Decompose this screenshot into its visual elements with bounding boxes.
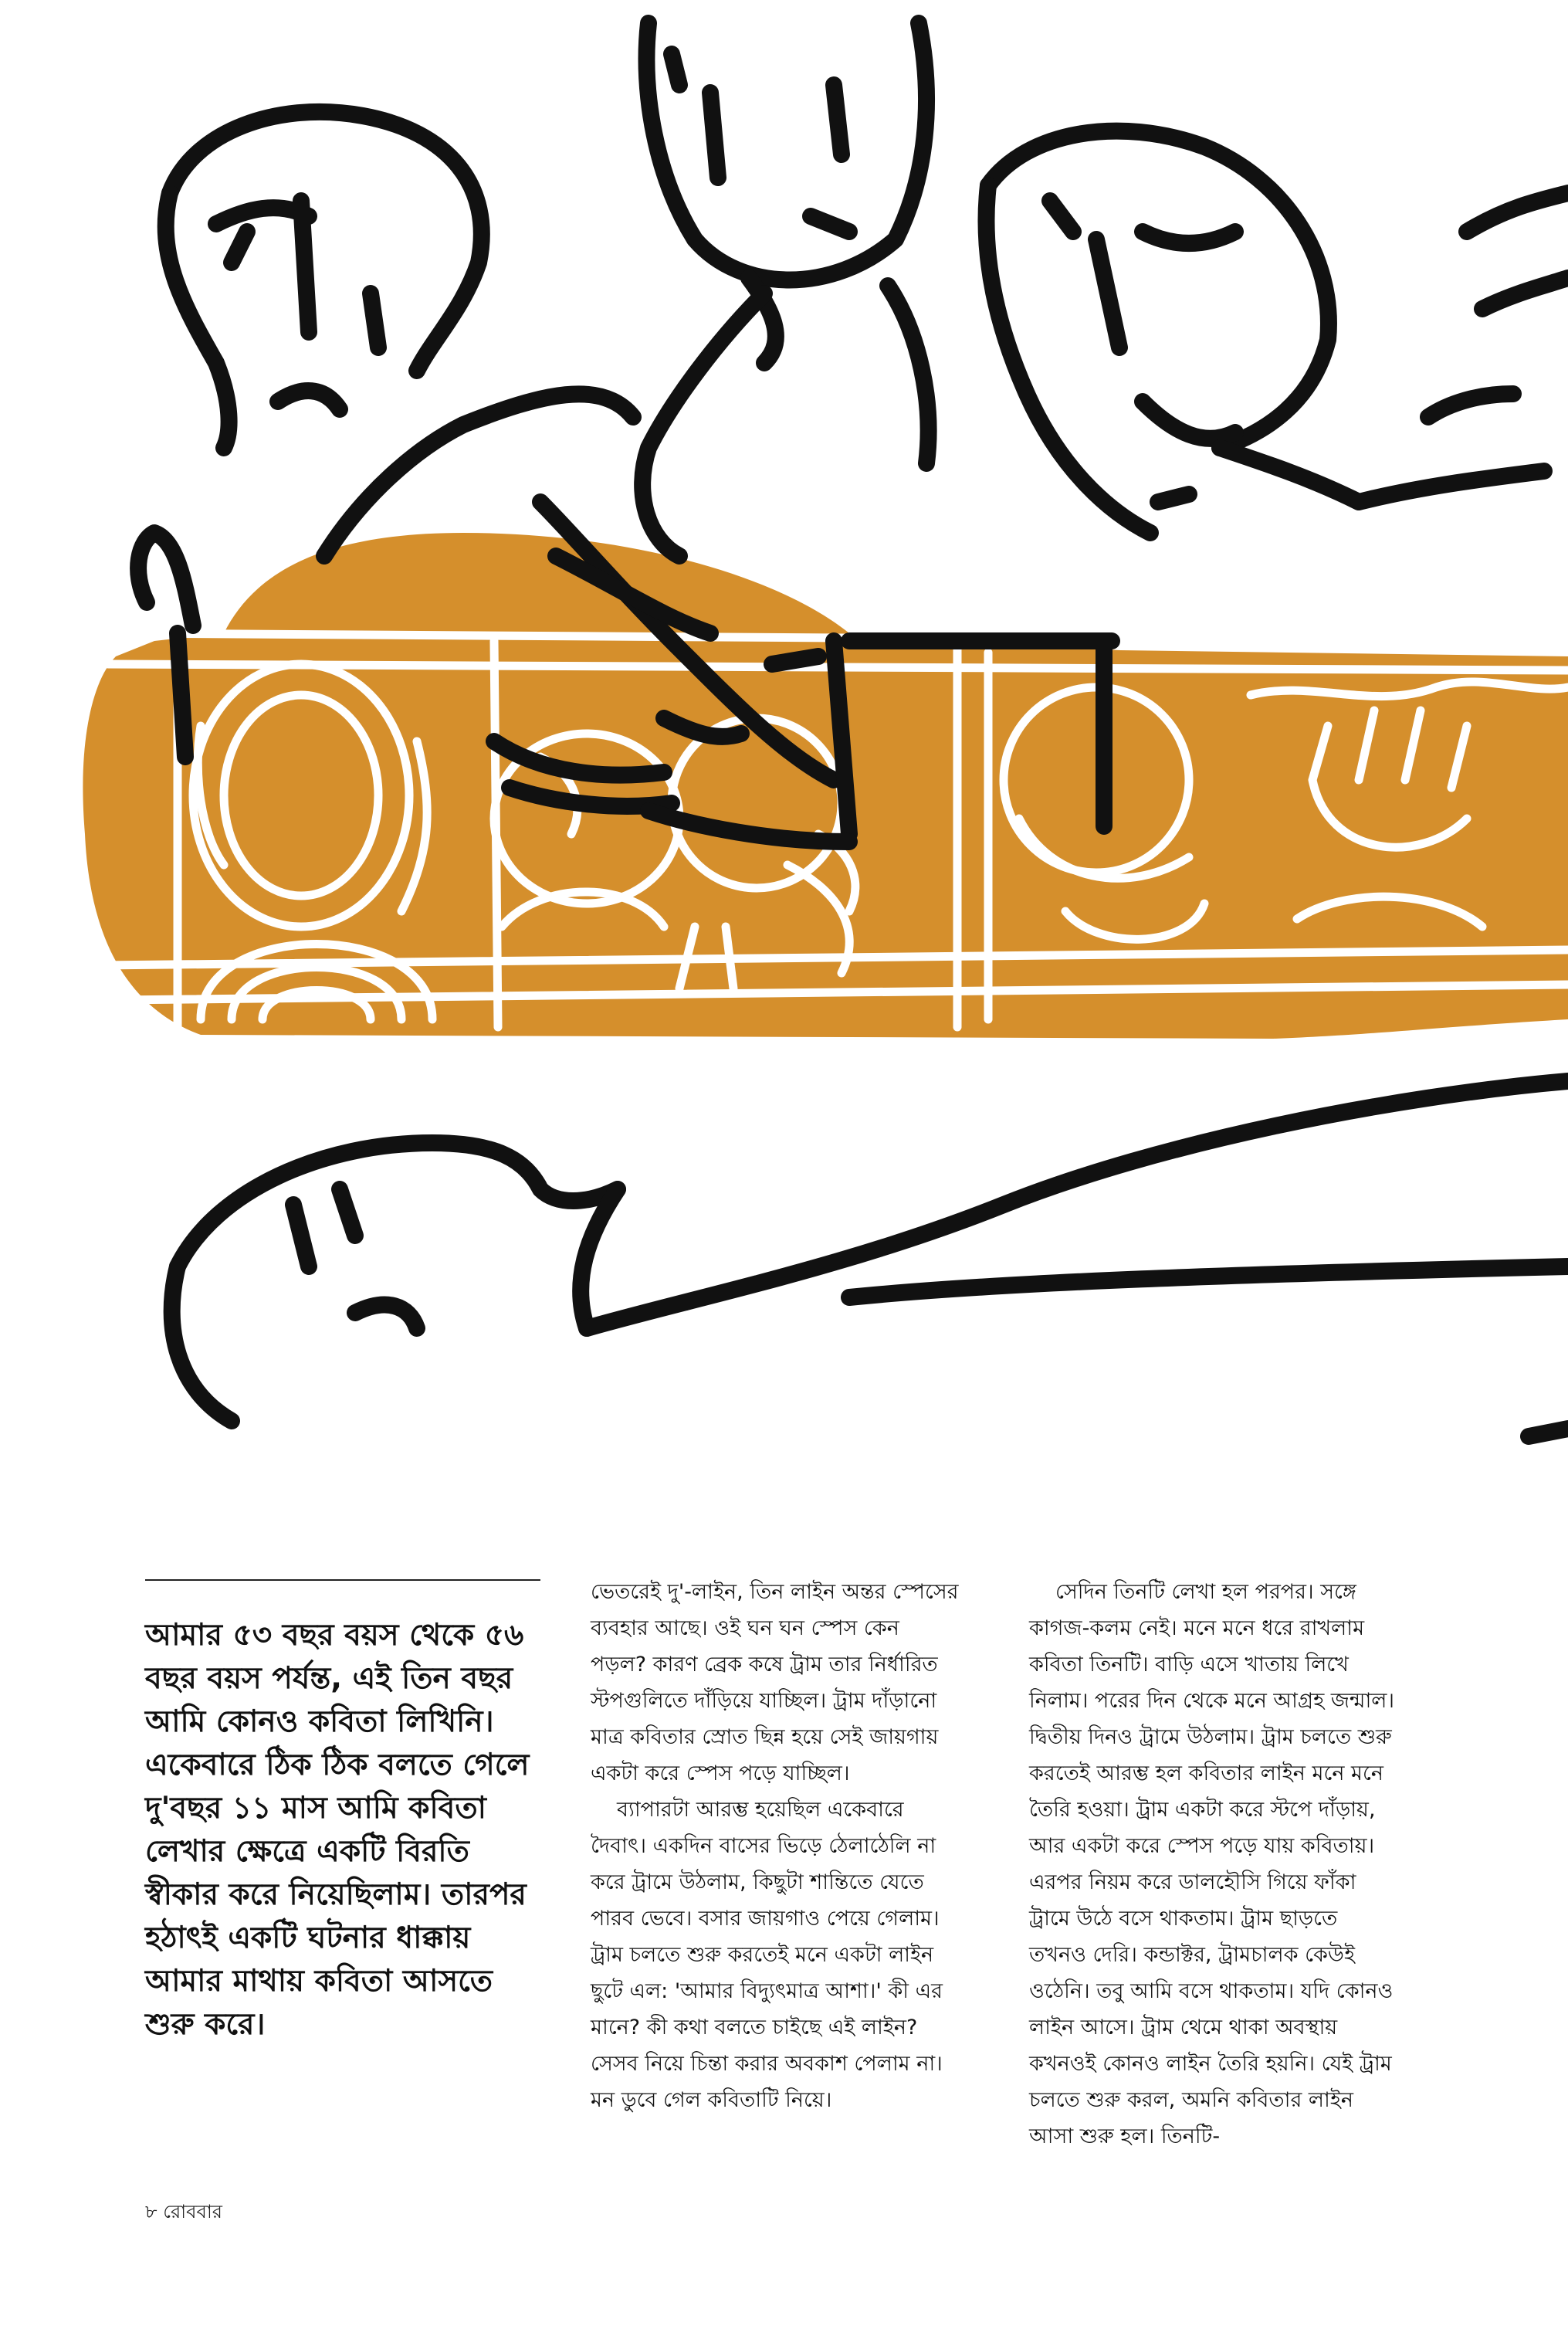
page-folio: ৮ রোববার xyxy=(145,2201,222,2223)
article-column-3 xyxy=(1029,1574,1400,2155)
pull-quote: আমার ৫৩ বছর বয়স থেকে ৫৬ বছর বয়স পর্যন্ত, এই তিন বছর আমি কোনও কবিতা লিখিনি। একেবারে ঠিক ঠিক বলতে গেলে দু'বছর ১১ মাস আমি কবিতা লেখার ক্ষেত্রে একটি বিরতি স্বীকার করে নিয়েছিলাম। তারপর হঠাৎই একটি ঘটনার ধাক্কায় আমার মাথায় কবিতা আসতে শুরু করে। xyxy=(145,1618,530,2042)
pull-quote-rule xyxy=(145,1579,540,1581)
paragraph: ব্যাপারটা আরম্ভ হয়েছিল একেবারে দৈবাৎ। একদিন বাসের ভিড়ে ঠেলাঠেলি না করে ট্রামে উঠলাম, কিছুটা শান্তিতে যেতে পারব ভেবে। বসার জায়গাও পেয়ে গেলাম। ট্রাম চলতে শুরু করতেই মনে একটা লাইন ছুটে এল: 'আমার বিদ্যুৎমাত্র আশা।' কী এর মানে? কী কথা বলতে চাইছে এই লাইন? সেসব নিয়ে চিন্তা করার অবকাশ পেলাম না। মন ডুবে গেল কবিতাটি নিয়ে। xyxy=(591,1798,943,2112)
article-column-2 xyxy=(591,1574,961,2118)
paragraph: সেদিন তিনটি লেখা হল পরপর। সঙ্গে কাগজ-কলম নেই। মনে মনে ধরে রাখলাম কবিতা তিনটি। বাড়ি এসে খাতায় লিখে নিলাম। পরের দিন থেকে মনে আগ্রহ জন্মাল। দ্বিতীয় দিনও ট্রামে উঠলাম। ট্রাম চলতে শুরু করতেই আরম্ভ হল কবিতার লাইন মনে মনে তৈরি হওয়া। ট্রাম একটা করে স্টপে দাঁড়ায়, আর একটা করে স্পেস পড়ে যায় কবিতায়। এরপর নিয়ম করে ডালহৌসি গিয়ে ফাঁকা ট্রামে উঠে বসে থাকতাম। ট্রাম ছাড়তে তখনও দেরি। কন্ডাক্টর, ট্রামচালক কেউই ওঠেনি। তবু আমি বসে থাকতাম। যদি কোনও লাইন আসে। ট্রাম থেমে থাকা অবস্থায় কখনওই কোনও লাইন তৈরি হয়নি। যেই ট্রাম চলতে শুরু করল, অমনি কবিতার লাইন আসা শুরু হল। তিনটি- xyxy=(1029,1580,1395,2148)
paragraph: ভেতরেই দু'-লাইন, তিন লাইন অন্তর স্পেসের ব্যবহার আছে। ওই ঘন ঘন স্পেস কেন পড়ল? কারণ ব্রেক কষে ট্রাম তার নির্ধারিত স্টপগুলিতে দাঁড়িয়ে যাচ্ছিল। ট্রাম দাঁড়ানো মাত্র কবিতার স্রোত ছিন্ন হয়ে সেই জায়গায় একটা করে স্পেস পড়ে যাচ্ছিল। xyxy=(591,1580,959,1785)
